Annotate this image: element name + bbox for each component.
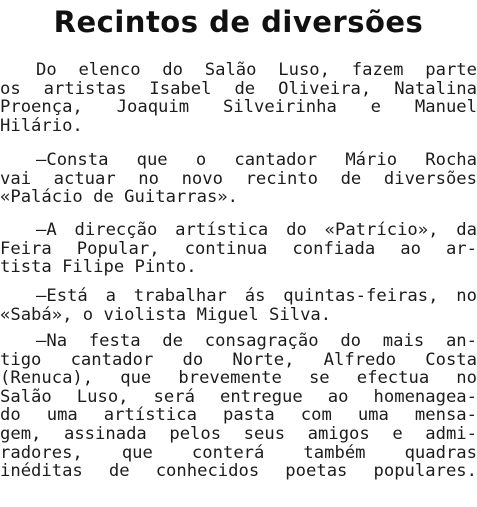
text-line: gem, assinada pelos seus amigos e admi- (0, 424, 477, 444)
headline: Recintos de diversões (53, 5, 424, 39)
text-line: Proença, Joaquim Silveirinha e Manuel (0, 98, 477, 117)
text-line: —Está a trabalhar ás quintas-feiras, no (36, 287, 477, 306)
paragraph-alfredo-costa-tribute (0, 332, 477, 481)
text-line: Feira Popular, continua confiada ao ar- (0, 239, 477, 259)
text-line: Hilário. (0, 116, 83, 136)
text-line: —Na festa de consagração do mais an- (36, 332, 477, 351)
text-line: —Consta que o cantador Mário Rocha (36, 151, 477, 170)
text-line: tista Filipe Pinto. (0, 258, 197, 277)
text-line: «Sabá», o violista Miguel Silva. (0, 305, 332, 325)
paragraph-mario-rocha (0, 151, 477, 207)
paragraph-saba-violist (0, 287, 477, 324)
paragraph-patricio-direction (0, 221, 477, 277)
text-line: tigo cantador do Norte, Alfredo Costa (0, 350, 477, 370)
text-line: Do elenco do Salão Luso, fazem parte (36, 61, 477, 80)
text-line: Salão Luso, será entregue ao homenagea- (0, 387, 477, 407)
text-line: —A direcção artística do «Patrício», da (36, 221, 477, 240)
paragraph-salao-luso-cast (0, 61, 477, 135)
text-line: «Palácio de Guitarras». (0, 188, 238, 207)
text-line: vai actuar no novo recinto de diversões (0, 169, 477, 189)
text-line: radores, que conterá também quadras (0, 443, 477, 463)
text-line: inéditas de conhecidos poetas populares. (0, 462, 477, 481)
text-line: do uma artística pasta com uma mensa- (0, 406, 477, 425)
text-line: (Renuca), que brevemente se efectua no (0, 369, 477, 388)
text-line: os artistas Isabel de Oliveira, Natalina (0, 79, 477, 99)
